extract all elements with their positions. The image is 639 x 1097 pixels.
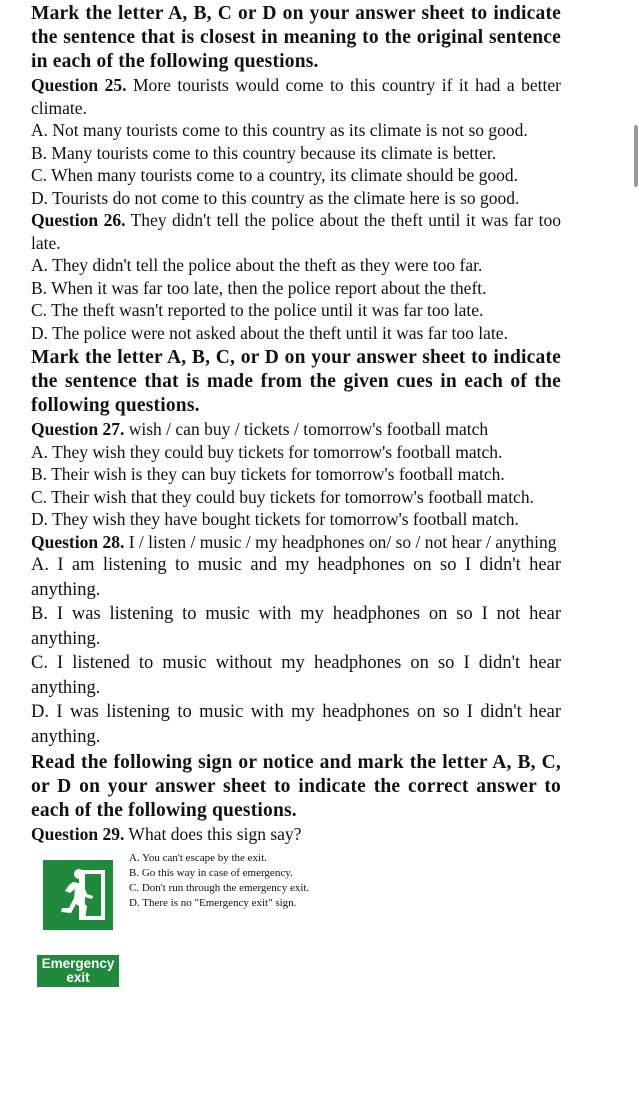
question-text: I / listen / music / my headphones on/ so / not hear / anything xyxy=(128,531,557,552)
q29-options xyxy=(129,851,309,911)
q29-option-c: C. Don't run through the emergency exit. xyxy=(129,881,310,894)
q25-option-c: C. When many tourists come to a country, its climate should be good. xyxy=(31,165,519,185)
q29-option-d: D. There is no "Emergency exit" sign. xyxy=(129,896,297,909)
question-text: wish / can buy / tickets / tomorrow's football match xyxy=(128,419,489,439)
question-label: Question 28. xyxy=(31,531,125,552)
question-label: Question 25. xyxy=(31,75,127,95)
q26-option-c: C. The theft wasn't reported to the police until it was far too late. xyxy=(31,300,484,320)
question-29 xyxy=(31,823,561,846)
question-text: More tourists would come to this country if it had a better climate. xyxy=(31,75,561,118)
question-label: Question 27. xyxy=(31,419,125,439)
section1-instruction: Mark the letter A, B, C or D on your answer sheet to indicate the sentence that is closest in meaning to the original sentence in each of the following questions. xyxy=(31,3,561,72)
scrollbar[interactable] xyxy=(634,125,638,187)
question-25 xyxy=(31,74,561,119)
q25-option-b: B. Many tourists come to this country because its climate is better. xyxy=(31,142,497,163)
q29-option-a: A. You can't escape by the exit. xyxy=(129,851,267,864)
q27-option-b: B. Their wish is they can buy tickets for tomorrow's football match. xyxy=(31,464,505,484)
q29-option-b: B. Go this way in case of emergency. xyxy=(129,866,293,879)
sign-line-2: exit xyxy=(66,969,90,985)
question-label: Question 29. xyxy=(31,824,125,844)
q25-option-d: D. Tourists do not come to this country as the climate here is so good. xyxy=(31,187,520,208)
question-text: They didn't tell the police about the theft until it was far too late. xyxy=(31,210,561,253)
question-label: Question 26. xyxy=(31,210,126,230)
q28-option-b: B. I was listening to music with my headphones on so I not hear anything. xyxy=(31,604,561,649)
emergency-exit-sign xyxy=(37,955,119,987)
q26-option-a: A. They didn't tell the police about the theft as they were too far. xyxy=(31,255,483,275)
running-man-icon xyxy=(43,860,113,930)
q26-option-d: D. The police were not asked about the theft until it was far too late. xyxy=(31,322,508,343)
exit-sign-image xyxy=(43,860,113,930)
q28-option-d: D. I was listening to music with my headphones on so I didn't hear anything. xyxy=(31,702,561,747)
q27-option-a: A. They wish they could buy tickets for tomorrow's football match. xyxy=(31,441,503,462)
q28-option-a: A. I am listening to music and my headphones on so I didn't hear anything. xyxy=(31,555,561,600)
question-text: What does this sign say? xyxy=(128,824,302,844)
q28-option-c: C. I listened to music without my headphones on so I didn't hear anything. xyxy=(31,653,561,698)
section2-instruction: Mark the letter A, B, C, or D on your answer sheet to indicate the sentence that is made from the given cues in each of the following questions. xyxy=(31,347,561,416)
document-page xyxy=(31,0,561,1011)
question-28 xyxy=(31,531,561,554)
question-27 xyxy=(31,418,561,441)
q27-option-c: C. Their wish that they could buy tickets for tomorrow's football match. xyxy=(31,486,534,507)
q25-option-a: A. Not many tourists come to this country as its climate is not so good. xyxy=(31,120,528,140)
q27-option-d: D. They wish they have bought tickets for tomorrow's football match. xyxy=(31,509,519,529)
section3-instruction: Read the following sign or notice and mark the letter A, B, C, or D on your answer sheet to indicate the correct answer to each of the following questions. xyxy=(31,752,561,821)
sign-line-1: Emergency xyxy=(41,955,115,971)
question-26 xyxy=(31,209,561,254)
q26-option-b: B. When it was far too late, then the police report about the theft. xyxy=(31,277,487,298)
sign-block xyxy=(31,846,561,1011)
